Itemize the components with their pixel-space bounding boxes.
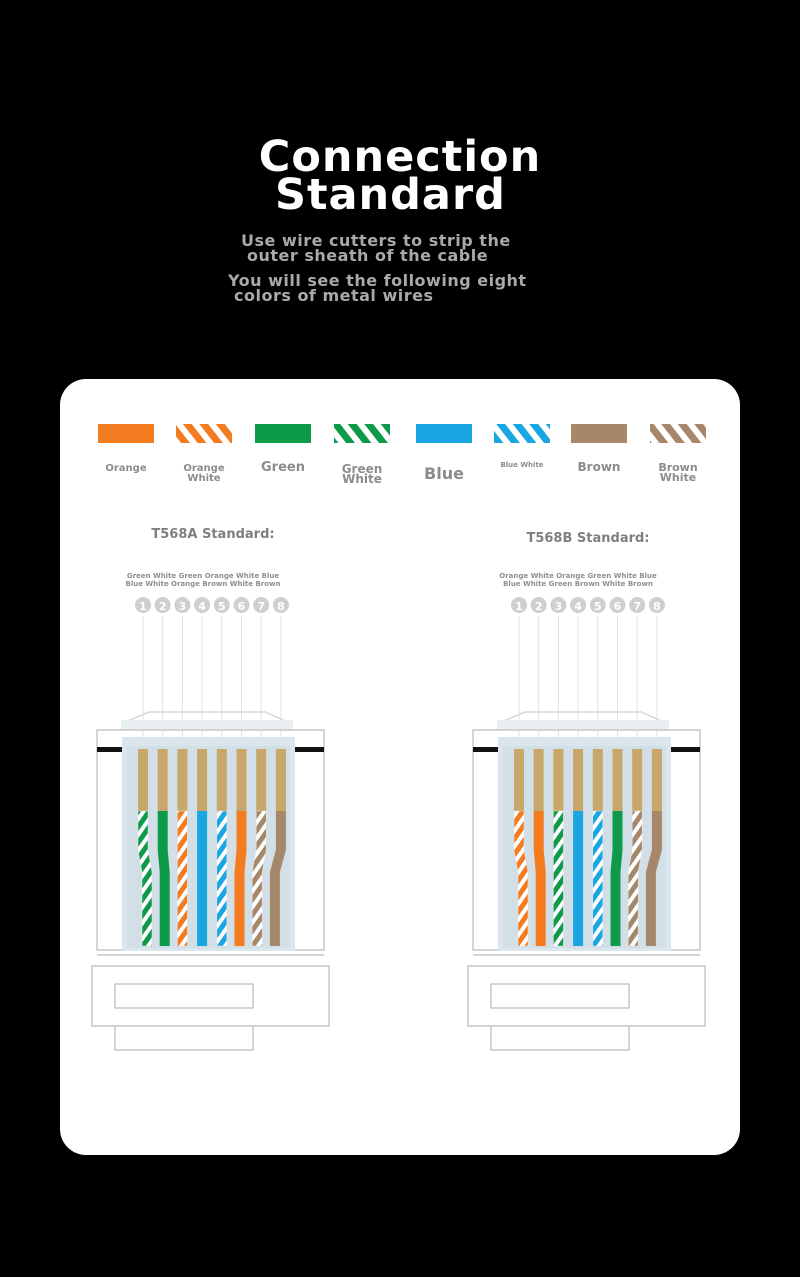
t568b-wire-7-contact xyxy=(632,749,642,811)
legend-label: White xyxy=(659,471,697,484)
t568a-title: T568A Standard: xyxy=(151,527,275,542)
t568b-order-line2: Blue White Green Brown White Brown xyxy=(503,580,653,588)
t568a-connector-latch-slot xyxy=(115,984,253,1008)
t568b-title: T568B Standard: xyxy=(526,531,650,546)
t568a-pin-number: 6 xyxy=(237,600,246,613)
t568b-wire-5-contact xyxy=(593,749,603,811)
legend-label: Green xyxy=(341,462,383,476)
t568a-pin-number: 2 xyxy=(158,600,167,613)
legend-label: Blue xyxy=(424,464,464,483)
swatch-blue xyxy=(416,424,472,443)
t568a-wire-4-blue xyxy=(197,811,207,946)
t568b-wire-5-blue-white xyxy=(593,811,603,946)
instruction-1-line2: outer sheath of the cable xyxy=(247,246,489,265)
legend-label: Green xyxy=(261,460,305,475)
instruction-2-line2: colors of metal wires xyxy=(234,286,434,305)
t568b-order-line1: Orange White Orange Green White Blue xyxy=(499,572,657,580)
t568b-connector-latch-slot xyxy=(491,984,629,1008)
t568a-connector-tab xyxy=(115,1026,253,1050)
t568b-pin-number: 4 xyxy=(574,600,582,613)
t568b-pin-number: 7 xyxy=(633,600,642,613)
t568b-pin-number: 8 xyxy=(653,600,661,613)
page-title-line2: Standard xyxy=(275,170,506,220)
t568b-connector-tab xyxy=(491,1026,629,1050)
t568b-wire-4-blue xyxy=(573,811,583,946)
t568b-wire-3-green-white xyxy=(553,811,563,946)
t568a-wire-5-blue-white xyxy=(217,811,227,946)
t568a-wire-4-contact xyxy=(197,749,207,811)
t568b-pin-number: 1 xyxy=(515,600,523,613)
legend-label: Orange xyxy=(105,463,147,474)
t568a-wire-3-contact xyxy=(177,749,187,811)
legend-label: Blue White xyxy=(500,461,544,469)
t568b-wire-3-contact xyxy=(553,749,563,811)
t568b-pin-number: 2 xyxy=(534,600,543,613)
instruction-1-line1: Use wire cutters to strip the xyxy=(241,231,511,250)
t568a-pin-number: 8 xyxy=(277,600,285,613)
legend-label: Orange xyxy=(183,463,225,474)
t568b-wire-2-contact xyxy=(534,749,544,811)
page-title-line1: Connection xyxy=(258,132,542,182)
t568b-pin-number: 6 xyxy=(613,600,622,613)
t568b-wire-8-contact xyxy=(652,749,662,811)
swatch-brown xyxy=(571,424,627,443)
instruction-2-line1: You will see the following eight xyxy=(228,271,527,290)
swatch-green xyxy=(255,424,311,443)
t568b-wire-6-contact xyxy=(613,749,623,811)
legend-label: Brown xyxy=(658,461,698,474)
t568a-order-line2: Blue White Orange Brown White Brown xyxy=(125,580,281,588)
t568a-pin-number: 4 xyxy=(198,600,206,613)
t568b-wire-4-contact xyxy=(573,749,583,811)
legend-label: White xyxy=(342,472,382,486)
t568a-pin-number: 7 xyxy=(257,600,266,613)
swatch-brown-white xyxy=(650,424,706,443)
t568a-wire-5-contact xyxy=(217,749,227,811)
t568a-order-line1: Green White Green Orange White Blue xyxy=(126,572,280,580)
t568a-connector-cap-fill xyxy=(121,720,293,730)
swatch-blue-white xyxy=(494,424,550,443)
t568b-wire-1-contact xyxy=(514,749,524,811)
legend-label: Brown xyxy=(577,460,621,474)
t568b-pin-number: 5 xyxy=(593,600,602,613)
t568a-wire-1-contact xyxy=(138,749,148,811)
legend-label: White xyxy=(187,473,221,484)
t568b-connector-cap-fill xyxy=(497,720,669,730)
t568a-wire-8-contact xyxy=(276,749,286,811)
t568b-pin-number: 3 xyxy=(554,600,563,613)
t568a-wire-7-contact xyxy=(256,749,266,811)
t568a-wire-2-contact xyxy=(158,749,168,811)
swatch-orange-white xyxy=(176,424,232,443)
swatch-orange xyxy=(98,424,154,443)
t568a-pin-number: 5 xyxy=(217,600,226,613)
t568a-pin-number: 1 xyxy=(139,600,147,613)
swatch-green-white xyxy=(334,424,390,443)
t568a-pin-number: 3 xyxy=(178,600,187,613)
t568a-wire-6-contact xyxy=(237,749,247,811)
t568a-wire-3-orange-white xyxy=(177,811,187,946)
